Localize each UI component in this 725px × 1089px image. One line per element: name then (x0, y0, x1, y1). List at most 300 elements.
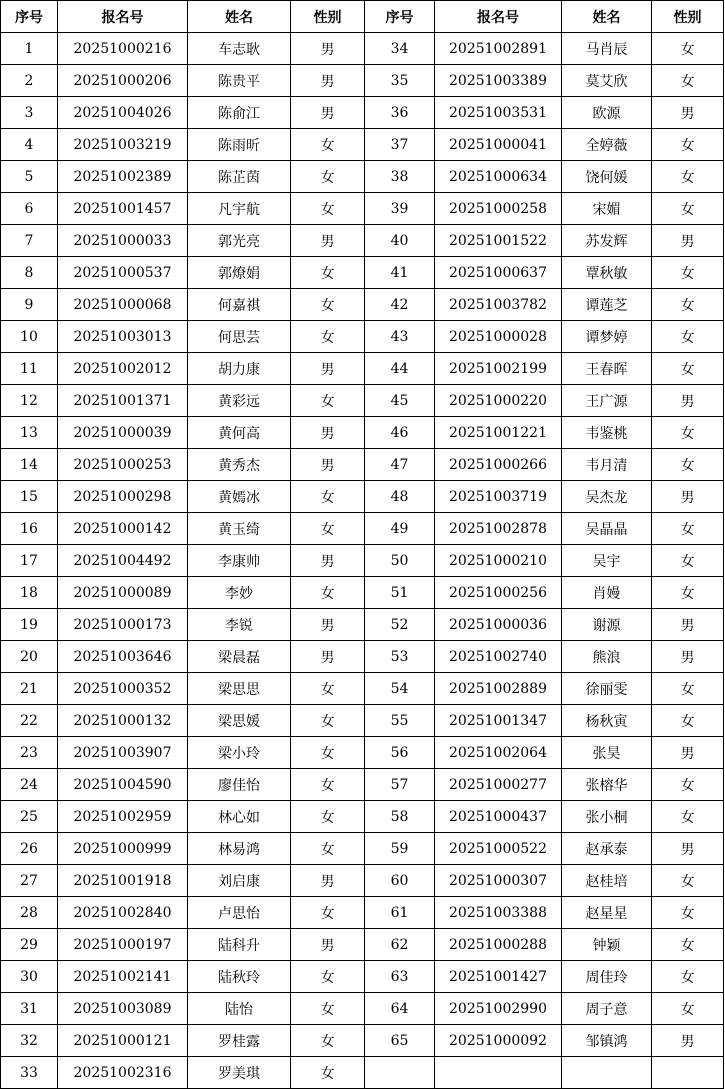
table-row (1, 353, 724, 385)
cell-reg-no-2: 20251003719 (435, 481, 562, 513)
table-row (1, 225, 724, 257)
cell-gender-2: 女 (652, 673, 724, 705)
cell-reg-no-2: 20251003389 (435, 65, 562, 97)
cell-reg-no: 20251001457 (58, 193, 188, 225)
cell-name-2: 全婷薇 (562, 129, 652, 161)
cell-gender: 女 (291, 737, 365, 769)
cell-reg-no: 20251000033 (58, 225, 188, 257)
cell-gender: 女 (291, 1025, 365, 1057)
cell-reg-no-2: 20251002199 (435, 353, 562, 385)
cell-gender-2: 女 (652, 417, 724, 449)
cell-reg-no: 20251003089 (58, 993, 188, 1025)
table-row (1, 161, 724, 193)
header-name: 姓名 (188, 1, 291, 33)
header-seq: 序号 (1, 1, 58, 33)
header-reg-no-2: 报名号 (435, 1, 562, 33)
cell-reg-no: 20251003907 (58, 737, 188, 769)
cell-reg-no-2: 20251000041 (435, 129, 562, 161)
cell-gender: 女 (291, 321, 365, 353)
table-row (1, 513, 724, 545)
cell-seq-2: 54 (365, 673, 435, 705)
cell-gender: 女 (291, 993, 365, 1025)
cell-reg-no-2: 20251001427 (435, 961, 562, 993)
cell-seq: 32 (1, 1025, 58, 1057)
cell-name: 陈俞江 (188, 97, 291, 129)
table-header (1, 1, 724, 33)
cell-seq: 2 (1, 65, 58, 97)
header-row (1, 1, 724, 33)
table-row (1, 289, 724, 321)
cell-seq-2: 63 (365, 961, 435, 993)
cell-name-2: 赵星星 (562, 897, 652, 929)
cell-name-2: 周子意 (562, 993, 652, 1025)
cell-reg-no: 20251004026 (58, 97, 188, 129)
cell-name: 黄秀杰 (188, 449, 291, 481)
cell-reg-no-2: 20251000036 (435, 609, 562, 641)
cell-seq: 1 (1, 33, 58, 65)
cell-reg-no-2: 20251000266 (435, 449, 562, 481)
cell-gender: 男 (291, 641, 365, 673)
cell-gender-2: 女 (652, 577, 724, 609)
cell-seq: 30 (1, 961, 58, 993)
cell-name-2 (562, 1057, 652, 1089)
cell-name: 陆怡 (188, 993, 291, 1025)
cell-reg-no: 20251001371 (58, 385, 188, 417)
cell-gender: 男 (291, 449, 365, 481)
cell-seq: 21 (1, 673, 58, 705)
cell-seq: 3 (1, 97, 58, 129)
cell-name: 卢思怡 (188, 897, 291, 929)
cell-gender: 女 (291, 1057, 365, 1089)
cell-reg-no-2: 20251000028 (435, 321, 562, 353)
cell-name: 陈芷茵 (188, 161, 291, 193)
cell-reg-no: 20251000132 (58, 705, 188, 737)
cell-name-2: 王春晖 (562, 353, 652, 385)
cell-gender-2: 女 (652, 257, 724, 289)
cell-seq: 20 (1, 641, 58, 673)
cell-seq: 4 (1, 129, 58, 161)
table-row (1, 865, 724, 897)
cell-reg-no: 20251002316 (58, 1057, 188, 1089)
table-row (1, 65, 724, 97)
cell-reg-no-2: 20251000634 (435, 161, 562, 193)
cell-name: 林心如 (188, 801, 291, 833)
cell-gender: 女 (291, 961, 365, 993)
cell-reg-no: 20251000537 (58, 257, 188, 289)
cell-name: 李康帅 (188, 545, 291, 577)
cell-name-2: 谭莲芝 (562, 289, 652, 321)
table-row (1, 673, 724, 705)
cell-name: 郭燎娟 (188, 257, 291, 289)
cell-reg-no: 20251002012 (58, 353, 188, 385)
cell-seq: 18 (1, 577, 58, 609)
table-row (1, 577, 724, 609)
cell-gender: 女 (291, 257, 365, 289)
cell-reg-no: 20251000121 (58, 1025, 188, 1057)
cell-gender-2: 女 (652, 929, 724, 961)
cell-reg-no: 20251002959 (58, 801, 188, 833)
cell-reg-no: 20251000352 (58, 673, 188, 705)
cell-gender: 男 (291, 417, 365, 449)
header-gender-2: 性别 (652, 1, 724, 33)
cell-gender-2: 男 (652, 225, 724, 257)
cell-name: 黄玉绮 (188, 513, 291, 545)
cell-reg-no: 20251000173 (58, 609, 188, 641)
cell-seq: 10 (1, 321, 58, 353)
cell-seq: 26 (1, 833, 58, 865)
cell-name-2: 周佳玲 (562, 961, 652, 993)
cell-seq-2: 37 (365, 129, 435, 161)
cell-gender: 女 (291, 513, 365, 545)
cell-gender-2: 女 (652, 129, 724, 161)
table-row (1, 769, 724, 801)
cell-gender-2: 女 (652, 161, 724, 193)
cell-reg-no-2: 20251002891 (435, 33, 562, 65)
cell-name-2: 张小桐 (562, 801, 652, 833)
cell-name: 廖佳怡 (188, 769, 291, 801)
cell-gender: 男 (291, 545, 365, 577)
cell-name: 梁小玲 (188, 737, 291, 769)
cell-name-2: 莫艾欣 (562, 65, 652, 97)
cell-seq-2: 49 (365, 513, 435, 545)
cell-seq: 14 (1, 449, 58, 481)
cell-gender: 女 (291, 161, 365, 193)
cell-seq-2: 55 (365, 705, 435, 737)
cell-name-2: 吴晶晶 (562, 513, 652, 545)
header-name-2: 姓名 (562, 1, 652, 33)
cell-seq-2: 43 (365, 321, 435, 353)
cell-name-2: 杨秋寅 (562, 705, 652, 737)
cell-seq-2: 35 (365, 65, 435, 97)
cell-name-2: 宋媚 (562, 193, 652, 225)
cell-name-2: 饶何媛 (562, 161, 652, 193)
cell-reg-no-2: 20251001347 (435, 705, 562, 737)
table-row (1, 993, 724, 1025)
cell-name-2: 钟颖 (562, 929, 652, 961)
cell-gender: 女 (291, 833, 365, 865)
cell-seq-2: 50 (365, 545, 435, 577)
cell-reg-no-2: 20251002990 (435, 993, 562, 1025)
cell-reg-no: 20251000068 (58, 289, 188, 321)
cell-seq-2: 47 (365, 449, 435, 481)
table-row (1, 641, 724, 673)
cell-gender: 女 (291, 129, 365, 161)
cell-gender-2: 男 (652, 385, 724, 417)
table-row (1, 257, 724, 289)
table-row (1, 129, 724, 161)
cell-name-2: 肖嫚 (562, 577, 652, 609)
cell-name-2: 谭梦婷 (562, 321, 652, 353)
cell-gender: 女 (291, 897, 365, 929)
cell-gender-2: 女 (652, 449, 724, 481)
cell-reg-no-2: 20251000092 (435, 1025, 562, 1057)
table-row (1, 97, 724, 129)
cell-name-2: 吴杰龙 (562, 481, 652, 513)
cell-gender-2: 女 (652, 705, 724, 737)
cell-name: 林易鸿 (188, 833, 291, 865)
cell-reg-no: 20251000253 (58, 449, 188, 481)
cell-seq: 24 (1, 769, 58, 801)
table-row (1, 961, 724, 993)
cell-seq-2: 44 (365, 353, 435, 385)
cell-reg-no-2: 20251002740 (435, 641, 562, 673)
header-gender: 性别 (291, 1, 365, 33)
cell-seq: 29 (1, 929, 58, 961)
cell-reg-no-2: 20251003388 (435, 897, 562, 929)
cell-gender-2: 女 (652, 33, 724, 65)
cell-reg-no-2: 20251000637 (435, 257, 562, 289)
cell-name: 李锐 (188, 609, 291, 641)
cell-seq-2: 34 (365, 33, 435, 65)
cell-name-2: 王广源 (562, 385, 652, 417)
cell-gender: 男 (291, 225, 365, 257)
cell-seq: 28 (1, 897, 58, 929)
cell-gender: 男 (291, 353, 365, 385)
cell-name: 车志耿 (188, 33, 291, 65)
cell-name: 陈雨昕 (188, 129, 291, 161)
cell-name: 罗美琪 (188, 1057, 291, 1089)
table-row (1, 481, 724, 513)
cell-name-2: 熊浪 (562, 641, 652, 673)
cell-name: 梁思思 (188, 673, 291, 705)
cell-name-2: 马肖辰 (562, 33, 652, 65)
cell-reg-no-2: 20251000220 (435, 385, 562, 417)
cell-gender: 女 (291, 801, 365, 833)
cell-seq-2: 64 (365, 993, 435, 1025)
cell-gender-2: 男 (652, 833, 724, 865)
cell-gender: 女 (291, 673, 365, 705)
cell-gender-2: 女 (652, 897, 724, 929)
header-reg-no: 报名号 (58, 1, 188, 33)
cell-gender-2: 男 (652, 641, 724, 673)
cell-gender: 男 (291, 97, 365, 129)
cell-name-2: 徐丽雯 (562, 673, 652, 705)
table-row (1, 385, 724, 417)
cell-seq: 5 (1, 161, 58, 193)
cell-reg-no-2: 20251000307 (435, 865, 562, 897)
cell-name-2: 赵承泰 (562, 833, 652, 865)
cell-seq-2: 58 (365, 801, 435, 833)
cell-seq-2: 42 (365, 289, 435, 321)
cell-name: 梁思媛 (188, 705, 291, 737)
cell-seq: 31 (1, 993, 58, 1025)
table-row (1, 449, 724, 481)
cell-seq: 16 (1, 513, 58, 545)
cell-gender-2: 女 (652, 513, 724, 545)
cell-reg-no-2: 20251002064 (435, 737, 562, 769)
header-seq-2: 序号 (365, 1, 435, 33)
cell-gender: 男 (291, 65, 365, 97)
cell-reg-no-2: 20251000210 (435, 545, 562, 577)
cell-name-2: 韦月清 (562, 449, 652, 481)
cell-seq-2: 51 (365, 577, 435, 609)
cell-reg-no-2: 20251000288 (435, 929, 562, 961)
cell-gender-2: 女 (652, 801, 724, 833)
cell-seq-2: 40 (365, 225, 435, 257)
cell-gender-2: 男 (652, 737, 724, 769)
cell-seq-2: 45 (365, 385, 435, 417)
cell-reg-no: 20251002389 (58, 161, 188, 193)
table-row (1, 929, 724, 961)
cell-gender: 女 (291, 769, 365, 801)
cell-name-2: 邹镇鸿 (562, 1025, 652, 1057)
cell-seq: 8 (1, 257, 58, 289)
cell-reg-no-2: 20251003782 (435, 289, 562, 321)
cell-seq-2: 41 (365, 257, 435, 289)
cell-name: 何思芸 (188, 321, 291, 353)
cell-reg-no-2: 20251000256 (435, 577, 562, 609)
table-row (1, 1057, 724, 1089)
cell-seq-2 (365, 1057, 435, 1089)
cell-reg-no-2 (435, 1057, 562, 1089)
table-row (1, 1025, 724, 1057)
cell-name: 黄何高 (188, 417, 291, 449)
cell-reg-no: 20251000089 (58, 577, 188, 609)
cell-gender-2: 女 (652, 65, 724, 97)
cell-gender: 女 (291, 705, 365, 737)
cell-name-2: 覃秋敏 (562, 257, 652, 289)
cell-name: 陈贵平 (188, 65, 291, 97)
cell-reg-no: 20251003013 (58, 321, 188, 353)
cell-name: 陆秋玲 (188, 961, 291, 993)
cell-reg-no-2: 20251001221 (435, 417, 562, 449)
cell-name: 郭光亮 (188, 225, 291, 257)
cell-gender: 女 (291, 481, 365, 513)
cell-seq: 9 (1, 289, 58, 321)
cell-gender-2: 女 (652, 865, 724, 897)
cell-name: 刘启康 (188, 865, 291, 897)
cell-reg-no-2: 20251001522 (435, 225, 562, 257)
cell-seq-2: 46 (365, 417, 435, 449)
table-row (1, 609, 724, 641)
cell-name-2: 欧源 (562, 97, 652, 129)
cell-reg-no-2: 20251002889 (435, 673, 562, 705)
cell-reg-no: 20251000206 (58, 65, 188, 97)
cell-gender: 女 (291, 385, 365, 417)
cell-reg-no: 20251002840 (58, 897, 188, 929)
table-row (1, 833, 724, 865)
table-row (1, 545, 724, 577)
table-row (1, 897, 724, 929)
cell-reg-no: 20251000039 (58, 417, 188, 449)
table-row (1, 737, 724, 769)
cell-name-2: 韦鉴桃 (562, 417, 652, 449)
cell-seq-2: 36 (365, 97, 435, 129)
cell-seq-2: 52 (365, 609, 435, 641)
cell-reg-no: 20251002141 (58, 961, 188, 993)
cell-gender: 女 (291, 577, 365, 609)
cell-reg-no: 20251003646 (58, 641, 188, 673)
cell-seq: 17 (1, 545, 58, 577)
cell-gender-2: 女 (652, 545, 724, 577)
cell-name: 陆科升 (188, 929, 291, 961)
cell-gender: 男 (291, 865, 365, 897)
cell-seq-2: 61 (365, 897, 435, 929)
cell-gender: 女 (291, 289, 365, 321)
cell-seq-2: 59 (365, 833, 435, 865)
cell-gender-2: 男 (652, 609, 724, 641)
cell-gender-2: 男 (652, 1025, 724, 1057)
cell-gender-2: 女 (652, 769, 724, 801)
cell-gender: 女 (291, 193, 365, 225)
cell-name: 黄嫣冰 (188, 481, 291, 513)
cell-reg-no-2: 20251002878 (435, 513, 562, 545)
cell-seq-2: 65 (365, 1025, 435, 1057)
cell-reg-no-2: 20251000437 (435, 801, 562, 833)
cell-seq: 19 (1, 609, 58, 641)
cell-name: 黄彩远 (188, 385, 291, 417)
cell-name-2: 谢源 (562, 609, 652, 641)
cell-seq-2: 38 (365, 161, 435, 193)
cell-name: 凡宇航 (188, 193, 291, 225)
cell-gender-2: 女 (652, 321, 724, 353)
cell-reg-no: 20251000999 (58, 833, 188, 865)
cell-seq-2: 39 (365, 193, 435, 225)
cell-reg-no: 20251001918 (58, 865, 188, 897)
cell-seq: 23 (1, 737, 58, 769)
cell-gender-2: 男 (652, 481, 724, 513)
table-row (1, 801, 724, 833)
cell-reg-no-2: 20251000522 (435, 833, 562, 865)
cell-reg-no-2: 20251000258 (435, 193, 562, 225)
cell-name-2: 赵桂培 (562, 865, 652, 897)
table-row (1, 193, 724, 225)
cell-seq: 27 (1, 865, 58, 897)
cell-seq-2: 60 (365, 865, 435, 897)
cell-gender: 男 (291, 609, 365, 641)
cell-reg-no: 20251003219 (58, 129, 188, 161)
cell-seq: 11 (1, 353, 58, 385)
cell-gender-2: 女 (652, 993, 724, 1025)
cell-reg-no: 20251000298 (58, 481, 188, 513)
cell-gender-2: 男 (652, 97, 724, 129)
cell-seq: 12 (1, 385, 58, 417)
cell-seq-2: 56 (365, 737, 435, 769)
table-row (1, 33, 724, 65)
cell-seq: 22 (1, 705, 58, 737)
cell-seq-2: 57 (365, 769, 435, 801)
cell-gender-2: 女 (652, 289, 724, 321)
cell-seq: 7 (1, 225, 58, 257)
cell-gender-2 (652, 1057, 724, 1089)
cell-name: 何嘉祺 (188, 289, 291, 321)
cell-gender: 男 (291, 33, 365, 65)
cell-name-2: 苏发辉 (562, 225, 652, 257)
table-row (1, 417, 724, 449)
cell-name-2: 吴宇 (562, 545, 652, 577)
cell-reg-no-2: 20251003531 (435, 97, 562, 129)
cell-reg-no: 20251000216 (58, 33, 188, 65)
cell-reg-no-2: 20251000277 (435, 769, 562, 801)
cell-gender-2: 女 (652, 353, 724, 385)
cell-seq: 15 (1, 481, 58, 513)
cell-reg-no: 20251000197 (58, 929, 188, 961)
cell-seq: 13 (1, 417, 58, 449)
cell-name-2: 张昊 (562, 737, 652, 769)
cell-gender-2: 女 (652, 961, 724, 993)
cell-name: 梁晨磊 (188, 641, 291, 673)
table-row (1, 705, 724, 737)
cell-seq: 25 (1, 801, 58, 833)
cell-seq-2: 53 (365, 641, 435, 673)
cell-reg-no: 20251000142 (58, 513, 188, 545)
cell-reg-no: 20251004590 (58, 769, 188, 801)
cell-seq-2: 48 (365, 481, 435, 513)
cell-gender-2: 女 (652, 193, 724, 225)
cell-name-2: 张榕华 (562, 769, 652, 801)
cell-name: 李妙 (188, 577, 291, 609)
table-body (1, 33, 724, 1089)
